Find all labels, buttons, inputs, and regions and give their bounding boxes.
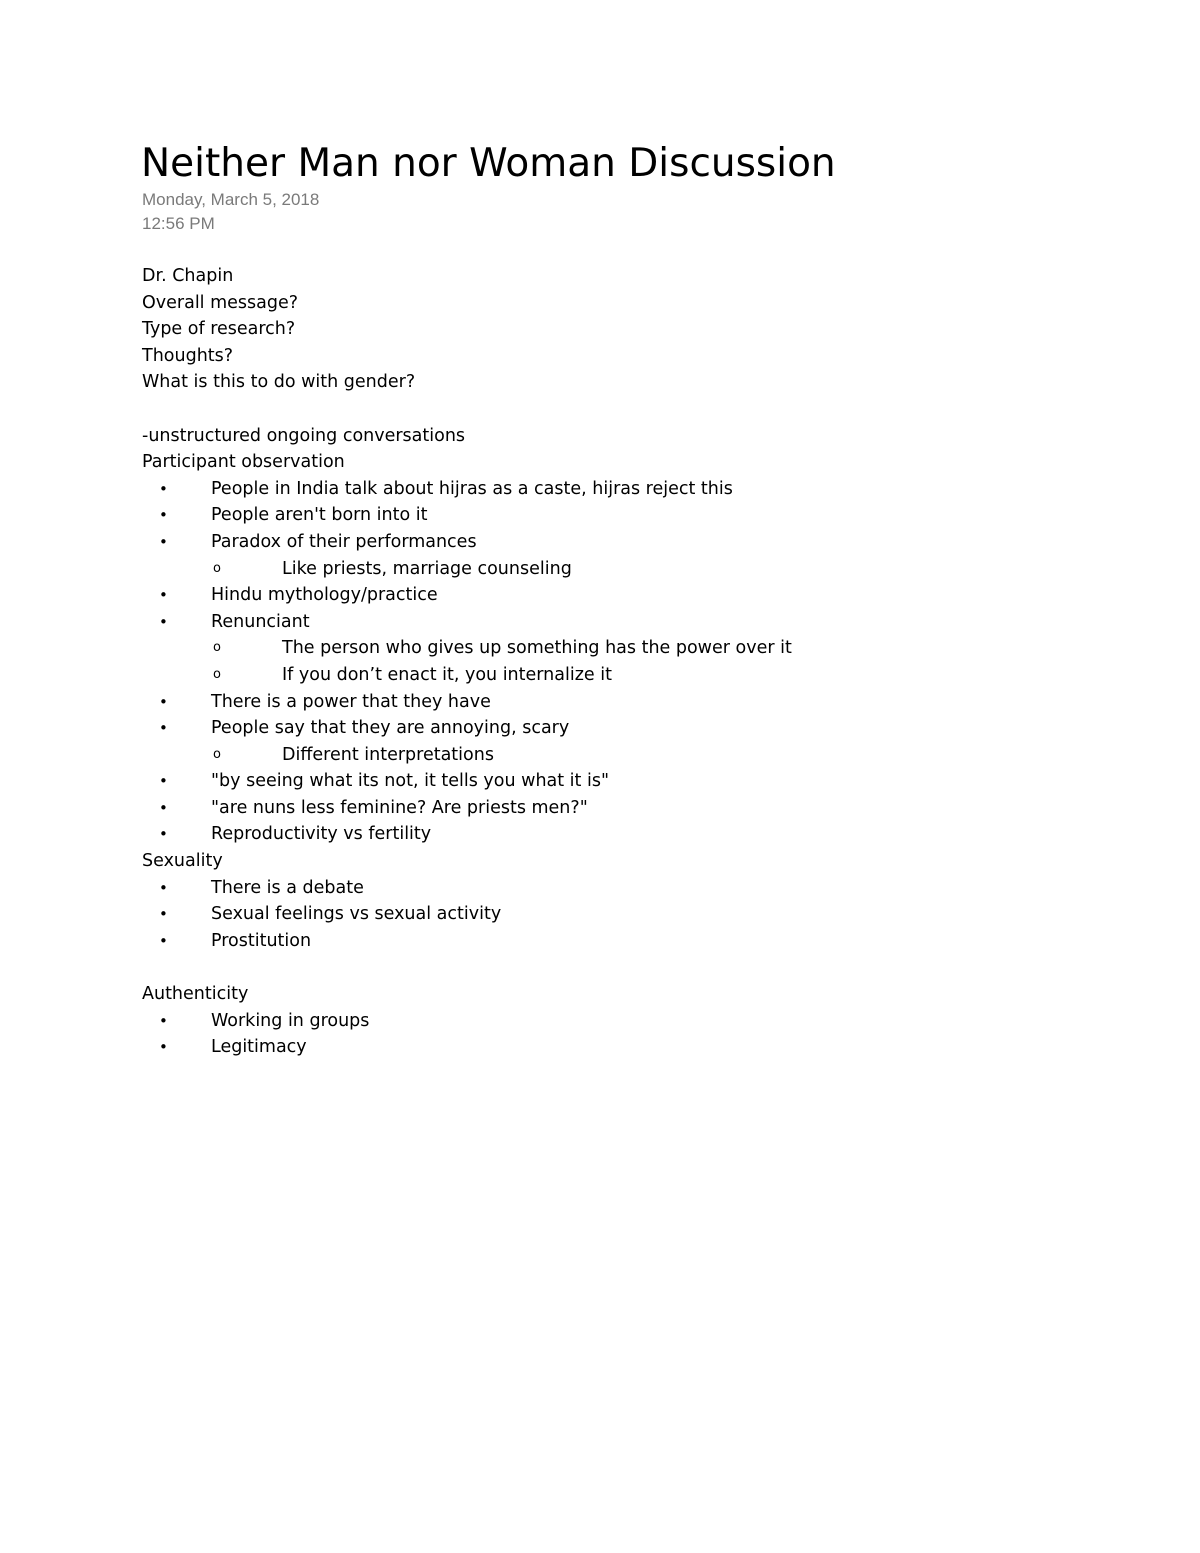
bullet-icon: •	[159, 719, 168, 738]
list-item	[142, 1008, 1142, 1035]
section-heading: Participant observation	[142, 452, 345, 473]
bullet-icon: •	[159, 479, 168, 498]
list-item-text: "are nuns less feminine? Are priests men?"	[211, 797, 588, 818]
bullet-icon: •	[159, 612, 168, 631]
sub-list-item	[142, 556, 1142, 583]
bullet-icon: •	[159, 905, 168, 924]
list-item-text: There is a power that they have	[211, 691, 491, 712]
list-item	[142, 502, 1142, 529]
bullet-icon: •	[159, 532, 168, 551]
text-line: Overall message?	[142, 292, 299, 313]
list-item	[142, 529, 1142, 556]
list-item-text: There is a debate	[211, 877, 364, 898]
list-item-text: Paradox of their performances	[211, 531, 477, 552]
list-item-text: Different interpretations	[282, 744, 494, 765]
sub-list-item	[142, 662, 1142, 689]
circle-bullet-icon: o	[213, 666, 221, 682]
note-date: Monday, March 5, 2018	[142, 190, 320, 209]
list-item	[142, 715, 1142, 742]
bullet-icon: •	[159, 878, 168, 897]
bullet-icon: •	[159, 798, 168, 817]
list-item-text: Sexual feelings vs sexual activity	[211, 904, 502, 925]
page-title: Neither Man nor Woman Discussion	[141, 141, 836, 186]
bullet-icon: •	[159, 772, 168, 791]
list-item-text: People in India talk about hijras as a caste, hijras reject this	[211, 478, 733, 499]
bullet-icon: •	[159, 825, 168, 844]
list-item	[142, 768, 1142, 795]
list-item-text: People say that they are annoying, scary	[211, 718, 570, 739]
bullet-icon: •	[159, 1038, 168, 1057]
blank-line	[142, 396, 1142, 423]
sub-list-item	[142, 742, 1142, 769]
text-line: -unstructured ongoing conversations	[142, 425, 466, 446]
text-line: What is this to do with gender?	[142, 372, 416, 393]
list-item-text: Legitimacy	[211, 1037, 307, 1058]
list-item	[142, 928, 1142, 955]
circle-bullet-icon: o	[213, 560, 221, 576]
note-body	[142, 263, 1142, 1061]
list-item	[142, 795, 1142, 822]
bullet-icon: •	[159, 586, 168, 605]
list-item	[142, 901, 1142, 928]
text-line: Dr. Chapin	[142, 266, 234, 286]
blank-line	[142, 954, 1142, 981]
list-item-text: If you don’t enact it, you internalize it	[282, 664, 612, 685]
list-item-text: Like priests, marriage counseling	[282, 558, 572, 579]
list-item	[142, 476, 1142, 503]
section-heading: Authenticity	[142, 984, 249, 1005]
circle-bullet-icon: o	[213, 640, 221, 656]
list-item	[142, 609, 1142, 636]
sub-list-item	[142, 635, 1142, 662]
circle-bullet-icon: o	[213, 746, 221, 762]
list-item-text: Prostitution	[211, 930, 312, 951]
section-heading: Sexuality	[142, 851, 223, 872]
list-item-text: Hindu mythology/practice	[211, 585, 438, 606]
text-line: Thoughts?	[142, 345, 234, 366]
list-item-text: Working in groups	[211, 1010, 370, 1031]
list-item	[142, 821, 1142, 848]
list-item-text: Reproductivity vs fertility	[211, 824, 432, 845]
bullet-icon: •	[159, 506, 168, 525]
list-item-text: The person who gives up something has the power over it	[282, 638, 792, 659]
list-item-text: "by seeing what its not, it tells you what it is"	[211, 771, 609, 792]
list-item	[142, 582, 1142, 609]
note-time: 12:56 PM	[142, 214, 215, 233]
text-line: Type of research?	[142, 319, 296, 340]
bullet-icon: •	[159, 692, 168, 711]
list-item	[142, 689, 1142, 716]
list-item-text: People aren't born into it	[211, 505, 428, 526]
list-item-text: Renunciant	[211, 611, 310, 632]
list-item	[142, 1034, 1142, 1061]
bullet-icon: •	[159, 931, 168, 950]
bullet-icon: •	[159, 1011, 168, 1030]
list-item	[142, 875, 1142, 902]
